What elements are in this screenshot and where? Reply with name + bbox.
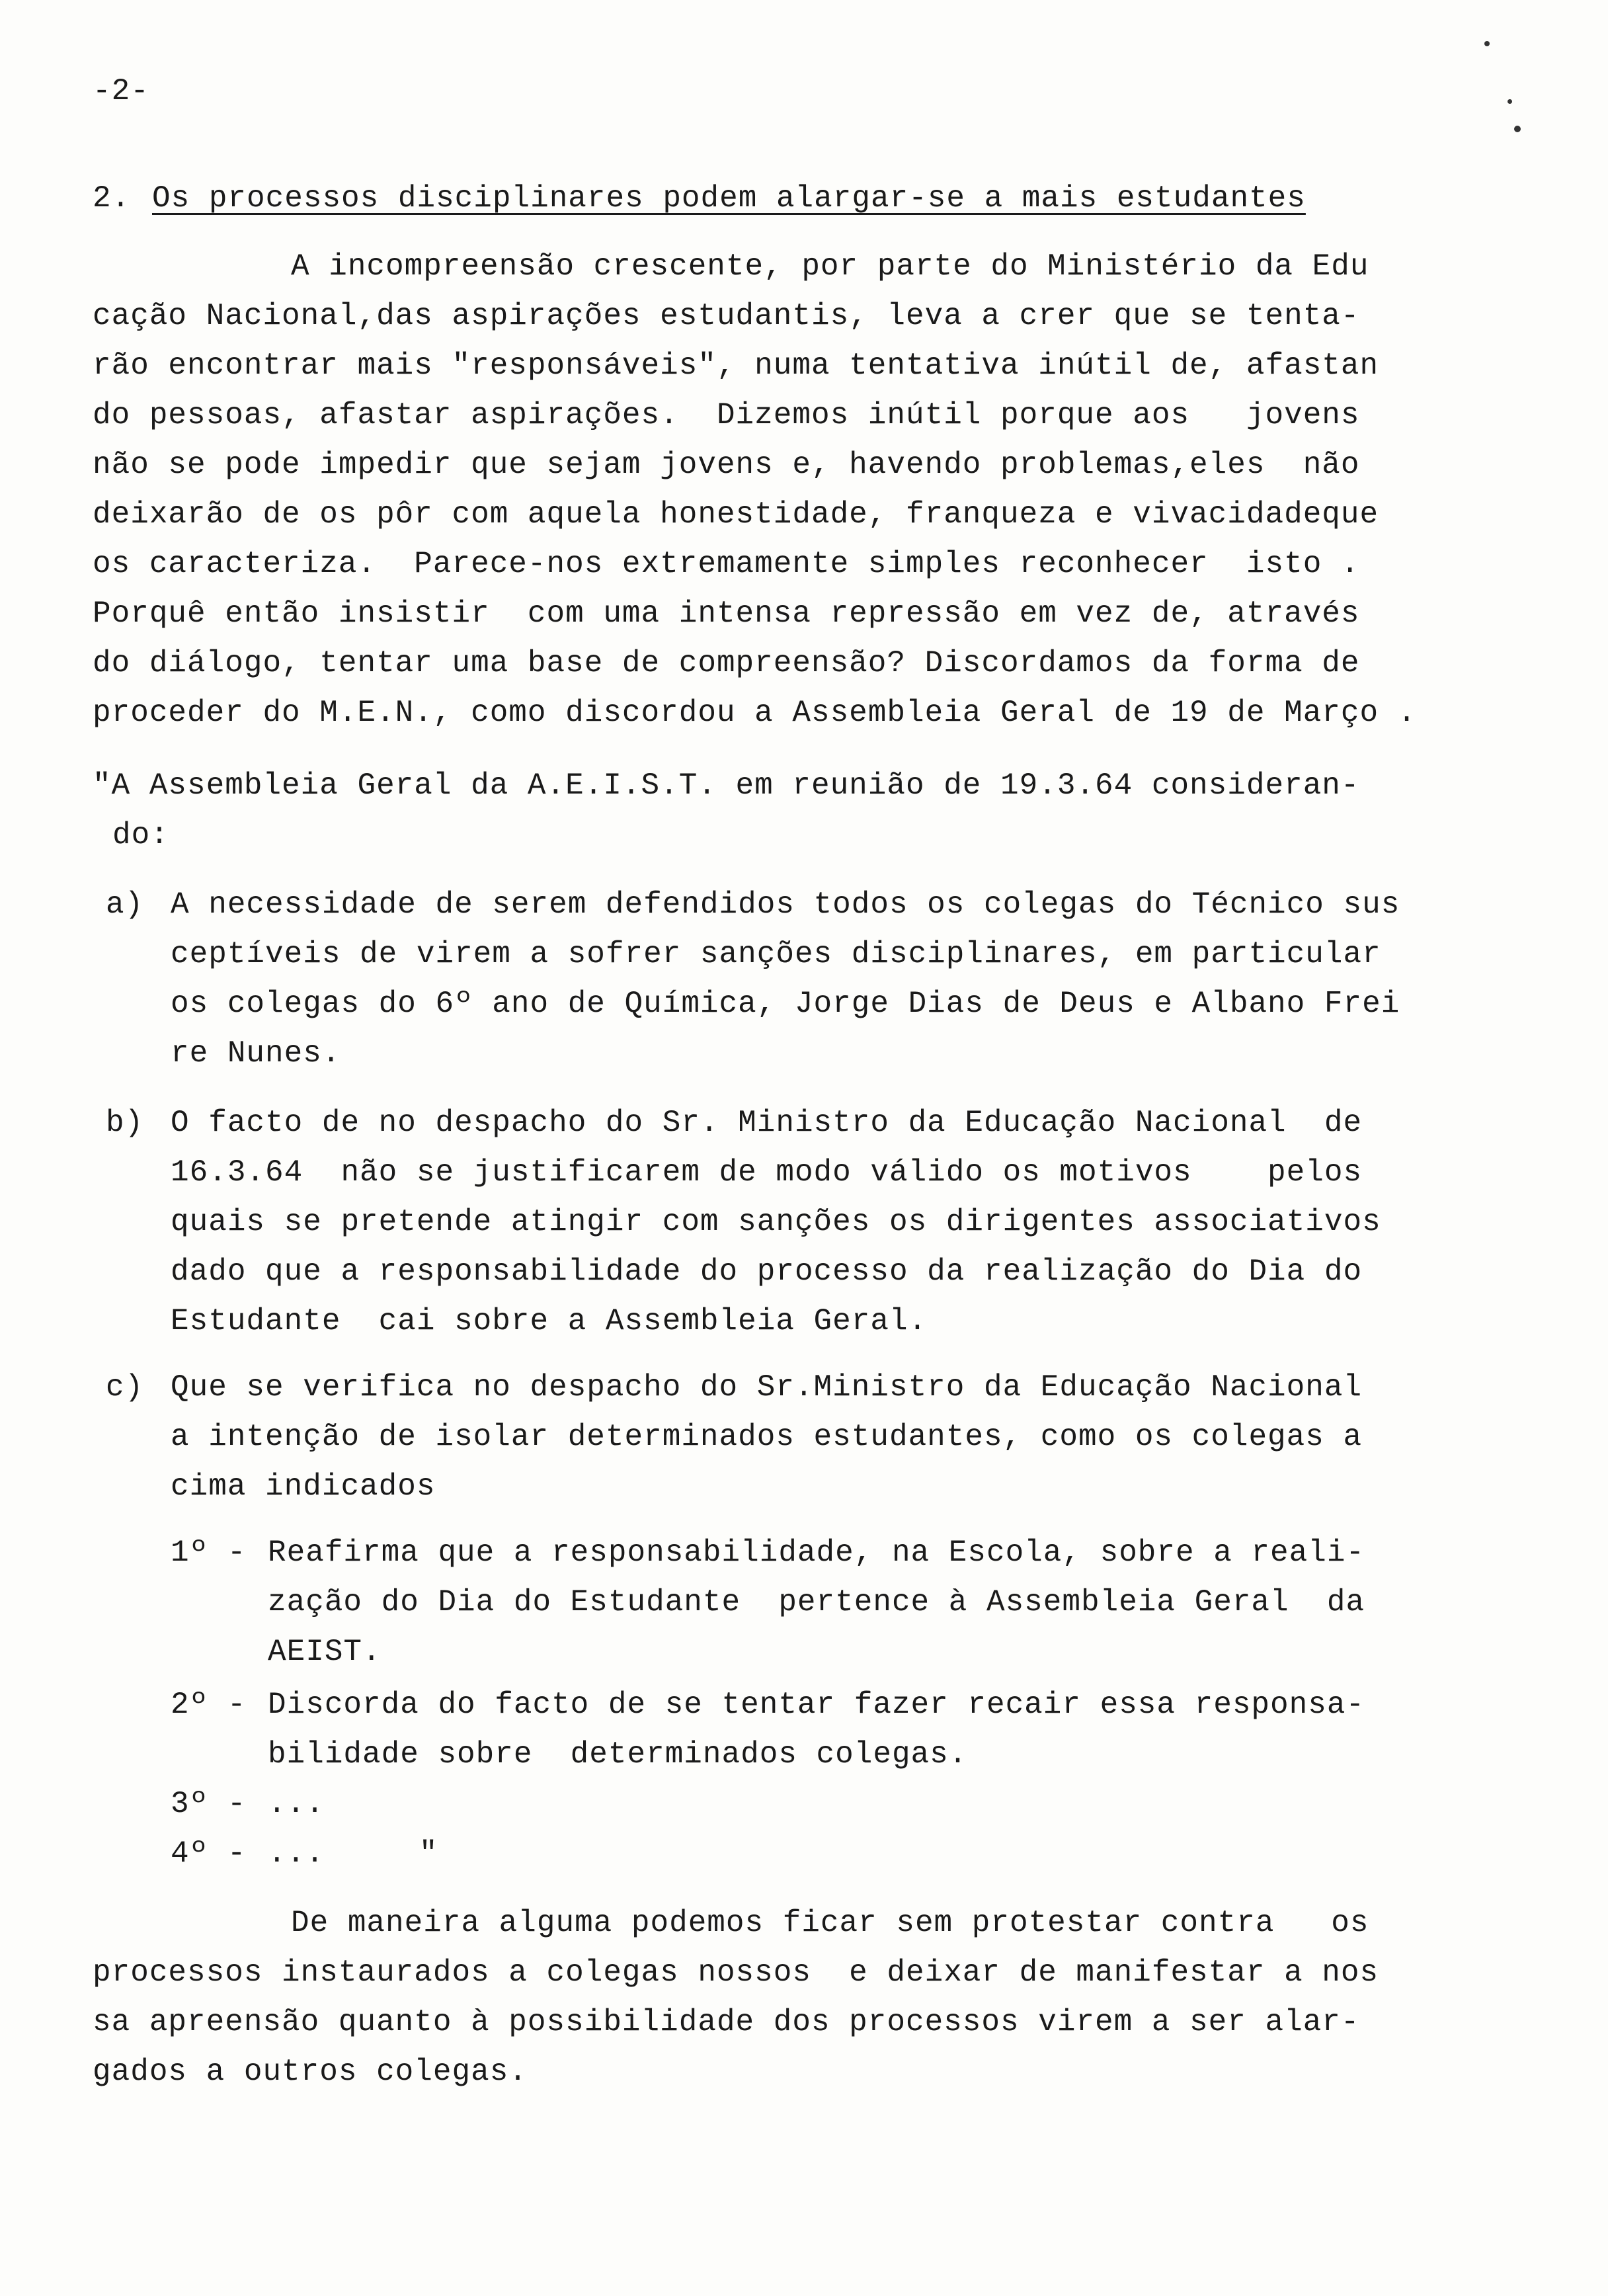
paragraph-line: A incompreensão crescente, por parte do Ministério da Edu [291,249,1369,284]
paragraph-line: proceder do M.E.N., como discordou a Assembleia Geral de 19 de Março . [93,696,1417,730]
paragraph-line: sa apreensão quanto à possibilidade dos processos virem a ser alar- [93,2005,1360,2039]
paragraph-line: os caracteriza. Parece-nos extremamente simples reconhecer isto . [93,547,1360,581]
list-item-line: a intenção de isolar determinados estudantes, como os colegas a [171,1420,1363,1454]
resolution-marker: 4º - [171,1836,247,1871]
resolution-marker: 1º - [171,1536,247,1570]
quote-line: "A Assembleia Geral da A.E.I.S.T. em reunião de 19.3.64 consideran- [93,768,1360,803]
list-item-line: dado que a responsabilidade do processo da realização do Dia do [171,1254,1363,1289]
list-item-line: re Nunes. [171,1036,341,1071]
list-item-line: cima indicados [171,1469,436,1504]
resolution-marker: 2º - [171,1688,247,1722]
list-marker: b) [106,1106,144,1140]
resolution-line: bilidade sobre determinados colegas. [268,1737,968,1772]
paragraph-line: De maneira alguma podemos ficar sem protestar contra os [291,1906,1369,1940]
quote-line: do: [112,818,169,852]
paragraph-line: Porquê então insistir com uma intensa repressão em vez de, através [93,596,1360,631]
scan-speck [1484,41,1490,46]
paragraph-line: do pessoas, afastar aspirações. Dizemos inútil porque aos jovens [93,398,1360,432]
paragraph-line: não se pode impedir que sejam jovens e, havendo problemas,eles não [93,448,1360,482]
section-number: 2. [93,181,131,216]
list-item-line: 16.3.64 não se justificarem de modo válido os motivos pelos [171,1155,1363,1190]
page-number: -2- [93,74,149,108]
section-heading: Os processos disciplinares podem alargar-se a mais estudantes [152,181,1306,216]
list-item-line: O facto de no despacho do Sr. Ministro da Educação Nacional de [171,1106,1363,1140]
resolution-marker: 3º - [171,1787,247,1821]
resolution-line: Reafirma que a responsabilidade, na Escola, sobre a reali- [268,1536,1365,1570]
list-marker: a) [106,887,144,922]
paragraph-line: deixarão de os pôr com aquela honestidade, franqueza e vivacidadeque [93,497,1379,532]
list-item-line: ceptíveis de virem a sofrer sanções disciplinares, em particular [171,937,1381,971]
scan-speck [1514,126,1521,132]
paragraph-line: do diálogo, tentar uma base de compreensão? Discordamos da forma de [93,646,1360,680]
list-item-line: os colegas do 6º ano de Química, Jorge Dias de Deus e Albano Frei [171,987,1400,1021]
resolution-line: Discorda do facto de se tentar fazer recair essa responsa- [268,1688,1365,1722]
list-item-line: A necessidade de serem defendidos todos os colegas do Técnico sus [171,887,1400,922]
list-item-line: Estudante cai sobre a Assembleia Geral. [171,1304,928,1338]
resolution-line: AEIST. [268,1635,382,1669]
list-item-line: quais se pretende atingir com sanções os dirigentes associativos [171,1205,1381,1239]
resolution-line: ... " [268,1836,438,1871]
paragraph-line: processos instaurados a colegas nossos e deixar de manifestar a nos [93,1955,1379,1990]
scan-speck [1508,99,1512,104]
list-marker: c) [106,1370,144,1405]
resolution-line: ... [268,1787,325,1821]
paragraph-line: rão encontrar mais "responsáveis", numa tentativa inútil de, afastan [93,348,1379,383]
paragraph-line: cação Nacional,das aspirações estudantis, leva a crer que se tenta- [93,299,1360,333]
resolution-line: zação do Dia do Estudante pertence à Assembleia Geral da [268,1585,1365,1620]
paragraph-line: gados a outros colegas. [93,2055,528,2089]
list-item-line: Que se verifica no despacho do Sr.Ministro da Educação Nacional [171,1370,1363,1405]
